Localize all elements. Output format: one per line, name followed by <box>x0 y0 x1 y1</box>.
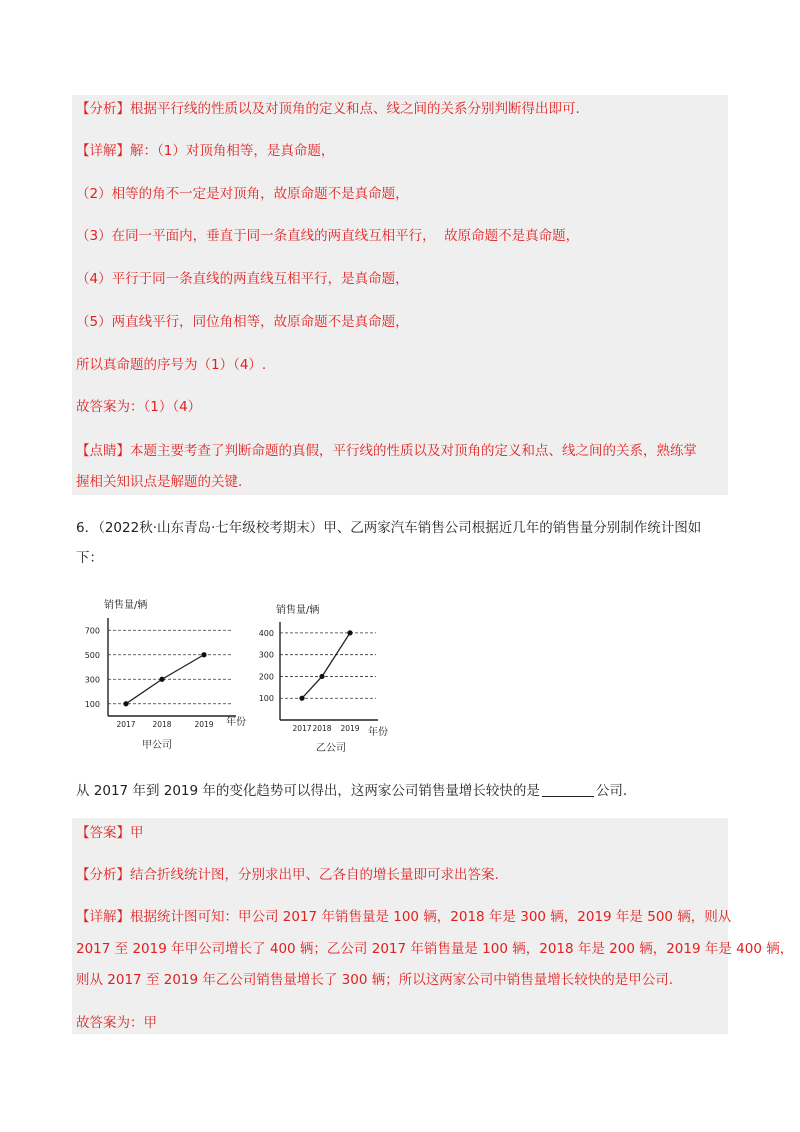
chart-jia-point <box>201 652 206 657</box>
chart-jia-xtick-label: 2019 <box>194 720 214 729</box>
answer6-text: 甲 <box>130 825 144 841</box>
answer6-tag: 【答案】 <box>76 825 130 841</box>
conclusion-line: 所以真命题的序号为（1）（4）. <box>76 357 267 373</box>
analysis-line <box>76 99 580 119</box>
chart-jia-ytick-label: 300 <box>84 675 100 685</box>
chart-jia-caption: 甲公司 <box>142 740 172 751</box>
detail-tag: 【详解】 <box>76 143 130 159</box>
chart-yi-point <box>299 696 304 701</box>
chart-jia-ylabel: 销售量/辆 <box>104 600 148 611</box>
comment-text-1: 本题主要考查了判断命题的真假，平行线的性质以及对顶角的定义和点、线之间的关系，熟练掌 <box>130 443 697 459</box>
chart-yi-series-line <box>302 633 350 698</box>
question-6-prompt-after: 公司. <box>595 783 628 799</box>
question-6-line-2: 下： <box>76 550 103 566</box>
chart-yi-caption: 乙公司 <box>316 743 346 754</box>
chart-yi-xtick-label: 2019 <box>340 724 360 733</box>
answer6-line <box>76 823 144 843</box>
detail-line-3: （3）在同一平面内，垂直于同一条直线的两直线互相平行， 故原命题不是真命题， <box>76 228 580 244</box>
chart-yi-ylabel: 销售量/辆 <box>276 605 320 616</box>
chart-yi-xlabel: 年份 <box>368 727 388 738</box>
question-6-prompt <box>76 781 627 801</box>
comment-line-2: 握相关知识点是解题的关键. <box>76 474 243 490</box>
detail6-text-1: 根据统计图可知：甲公司 2017 年销售量是 100 辆，2018 年是 300 辆，2019 年是 500 辆，则从 <box>130 909 732 925</box>
chart-jia-point <box>123 701 128 706</box>
chart-yi-ytick-label: 300 <box>258 650 274 660</box>
chart-yi-ytick-label: 400 <box>258 628 274 638</box>
analysis6-text: 结合折线统计图，分别求出甲、乙各自的增长量即可求出答案. <box>130 867 499 883</box>
chart-jia-point <box>159 677 164 682</box>
detail6-line-2: 2017 至 2019 年甲公司增长了 400 辆；乙公司 2017 年销售量是 100 辆，2018 年是 200 辆，2019 年是 400 辆， <box>76 941 794 957</box>
chart-yi-point <box>319 674 324 679</box>
detail6-line-1 <box>76 907 731 927</box>
chart-yi-ytick-label: 200 <box>258 672 274 682</box>
chart-jia-xlabel: 年份 <box>226 717 246 728</box>
analysis-tag: 【分析】 <box>76 101 130 117</box>
answer-blank <box>542 782 594 797</box>
detail-line-4: （4）平行于同一条直线的两直线互相平行，是真命题， <box>76 271 409 287</box>
detail6-line-3: 则从 2017 至 2019 年乙公司销售量增长了 300 辆；所以这两家公司中销售量增长较快的是甲公司. <box>76 972 674 988</box>
comment-tag: 【点睛】 <box>76 443 130 459</box>
detail-line-1 <box>76 141 334 161</box>
chart-jia-ytick-label: 500 <box>84 650 100 660</box>
question-6-prompt-before: 从 2017 年到 2019 年的变化趋势可以得出，这两家公司销售量增长较快的是 <box>76 783 540 799</box>
chart-jia-xtick-label: 2018 <box>152 720 172 729</box>
chart-yi-point <box>347 630 352 635</box>
answer-line: 故答案为：（1）（4） <box>76 399 202 415</box>
chart-jia-xtick-label: 2017 <box>116 720 136 729</box>
detail-text-1: 解：（1）对顶角相等，是真命题， <box>130 143 335 159</box>
chart-yi-xtick-label: 2017 <box>292 724 312 733</box>
chart-yi-ytick-label: 100 <box>258 694 274 704</box>
question-6-line-1: 6．（2022秋·山东青岛·七年级校考期末）甲、乙两家汽车销售公司根据近几年的销售量分别制作统计图如 <box>76 520 702 536</box>
chart-company-yi <box>258 596 408 760</box>
detail-line-5: （5）两直线平行，同位角相等，故原命题不是真命题， <box>76 314 409 330</box>
chart-jia-ytick-label: 100 <box>84 699 100 709</box>
analysis6-tag: 【分析】 <box>76 867 130 883</box>
chart-company-jia <box>78 588 250 758</box>
analysis-text: 根据平行线的性质以及对顶角的定义和点、线之间的关系分别判断得出即可. <box>130 101 580 117</box>
chart-jia-ytick-label: 700 <box>84 626 100 636</box>
chart-yi-xtick-label: 2018 <box>312 724 332 733</box>
detail6-tag: 【详解】 <box>76 909 130 925</box>
final6-line: 故答案为：甲 <box>76 1015 157 1031</box>
comment-line-1 <box>76 441 697 461</box>
detail-line-2: （2）相等的角不一定是对顶角，故原命题不是真命题， <box>76 186 409 202</box>
analysis6-line <box>76 865 499 885</box>
